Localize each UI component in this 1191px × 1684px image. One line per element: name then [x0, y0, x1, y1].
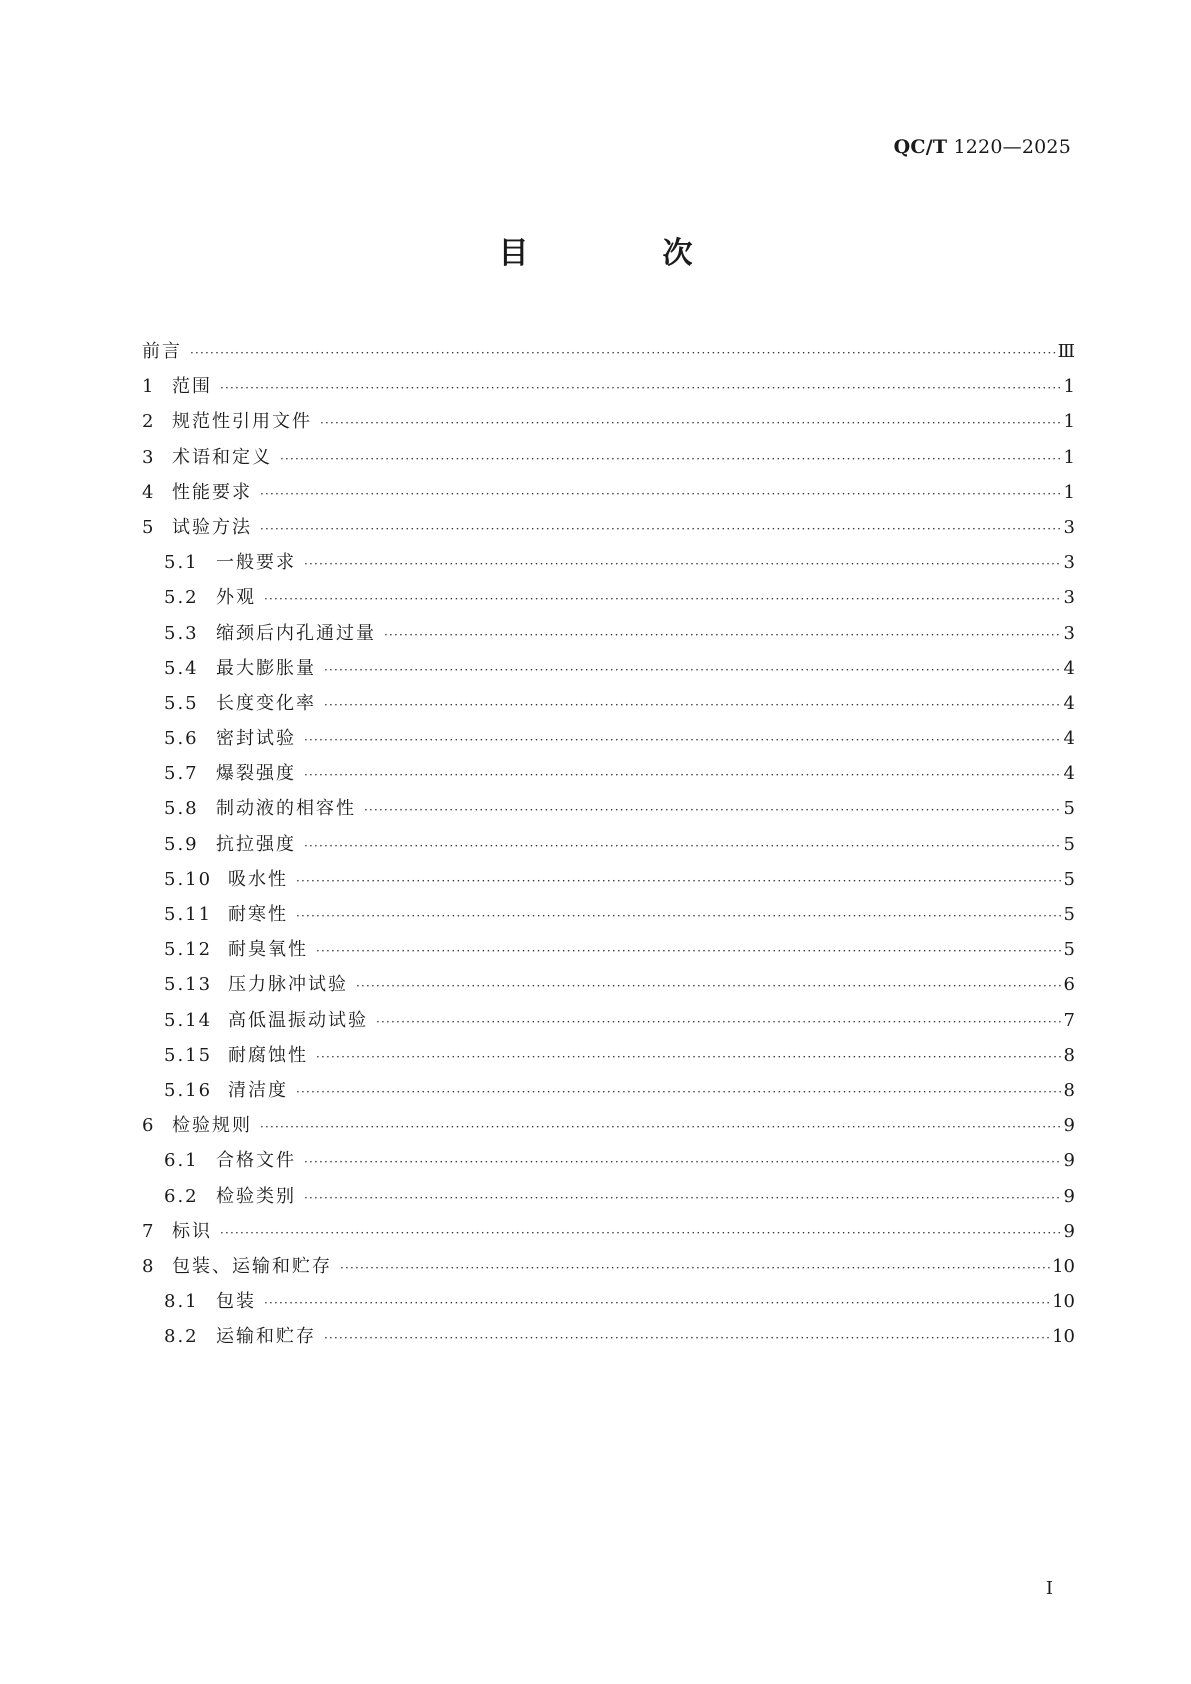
toc-leader-dots — [304, 1145, 1061, 1180]
toc-leader-dots — [260, 512, 1061, 547]
toc-leader-dots — [316, 934, 1061, 969]
toc-entry-number: 5.7 — [164, 763, 199, 785]
toc-entry-page: 3 — [1063, 516, 1075, 538]
toc-entry-label: 缩颈后内孔通过量 — [216, 622, 376, 644]
toc-leader-dots — [304, 758, 1061, 793]
toc-entry-number: 6 — [142, 1115, 156, 1137]
toc-entry-page: 7 — [1063, 1009, 1075, 1031]
toc-entry-number: 8 — [142, 1255, 156, 1277]
toc-entry-page: 9 — [1063, 1220, 1075, 1242]
toc-entry[interactable] — [142, 1179, 1075, 1214]
toc-entry-label: 外观 — [216, 587, 256, 609]
toc-entry-number: 7 — [142, 1220, 156, 1242]
toc-entry-number: 5.16 — [164, 1079, 213, 1101]
toc-entry[interactable] — [142, 967, 1075, 1002]
toc-entry-page: 5 — [1063, 868, 1075, 890]
toc-entry[interactable] — [142, 1073, 1075, 1108]
toc-entry-page: 6 — [1063, 974, 1075, 996]
toc-entry-label: 检验类别 — [216, 1185, 296, 1207]
toc-entry-label: 前言 — [142, 341, 182, 362]
toc-entry-page: 4 — [1063, 657, 1075, 679]
toc-leader-dots — [264, 1286, 1050, 1321]
toc-leader-dots — [384, 618, 1061, 653]
toc-leader-dots — [296, 1075, 1061, 1110]
toc-entry-number: 5.5 — [164, 692, 199, 714]
toc-entry-page: Ⅲ — [1057, 341, 1075, 362]
toc-leader-dots — [260, 477, 1061, 512]
toc-entry[interactable] — [142, 1249, 1075, 1284]
toc-entry-page: 3 — [1063, 622, 1075, 644]
toc-entry-label: 最大膨胀量 — [216, 657, 316, 679]
toc-entry[interactable] — [142, 580, 1075, 615]
toc-entry[interactable] — [142, 897, 1075, 932]
standard-number: 1220—2025 — [953, 136, 1071, 158]
toc-entry-label: 术语和定义 — [172, 446, 272, 468]
toc-entry[interactable] — [142, 686, 1075, 721]
toc-leader-dots — [190, 336, 1056, 371]
toc-entry[interactable] — [142, 440, 1075, 475]
toc-entry-label: 长度变化率 — [216, 692, 316, 714]
toc-entry-label: 耐腐蚀性 — [228, 1044, 308, 1066]
toc-entry[interactable] — [142, 1003, 1075, 1038]
toc-entry[interactable] — [142, 1143, 1075, 1178]
toc-leader-dots — [324, 1321, 1050, 1356]
toc-entry-page: 8 — [1063, 1044, 1075, 1066]
toc-leader-dots — [264, 582, 1061, 617]
toc-entry[interactable] — [142, 756, 1075, 791]
toc-entry-label: 检验规则 — [172, 1115, 252, 1137]
toc-entry-page: 4 — [1063, 728, 1075, 750]
toc-entry-label: 试验方法 — [172, 516, 252, 538]
toc-entry-page: 4 — [1063, 692, 1075, 714]
toc-entry-number: 6.2 — [164, 1185, 199, 1207]
toc-entry-number: 8.1 — [164, 1291, 199, 1313]
toc-entry-label: 耐臭氧性 — [228, 939, 308, 961]
toc-entry[interactable] — [142, 1038, 1075, 1073]
toc-entry-number: 5.14 — [164, 1009, 213, 1031]
toc-entry-page: 4 — [1063, 763, 1075, 785]
toc-entry-number: 5.10 — [164, 868, 213, 890]
toc-entry-label: 爆裂强度 — [216, 763, 296, 785]
toc-entry[interactable] — [142, 721, 1075, 756]
toc-entry-label: 抗拉强度 — [216, 833, 296, 855]
toc-entry[interactable] — [142, 334, 1075, 369]
toc-entry[interactable] — [142, 1214, 1075, 1249]
toc-entry[interactable] — [142, 1108, 1075, 1143]
toc-entry-number: 5.15 — [164, 1044, 213, 1066]
toc-leader-dots — [260, 1110, 1061, 1145]
toc-leader-dots — [324, 688, 1061, 723]
toc-entry-page: 5 — [1063, 939, 1075, 961]
toc-entry-number: 4 — [142, 481, 156, 503]
toc-entry-label: 高低温振动试验 — [228, 1009, 368, 1031]
toc-entry-page: 5 — [1063, 798, 1075, 820]
toc-entry-label: 包装 — [216, 1291, 256, 1313]
toc-entry-label: 制动液的相容性 — [216, 798, 356, 820]
toc-entry-page: 9 — [1063, 1185, 1075, 1207]
toc-entry[interactable] — [142, 475, 1075, 510]
table-of-contents — [142, 334, 1075, 1354]
toc-entry-label: 吸水性 — [228, 868, 288, 890]
toc-entry-number: 5.11 — [164, 904, 213, 925]
toc-entry-page: 10 — [1052, 1291, 1075, 1313]
toc-leader-dots — [324, 653, 1061, 688]
toc-entry-label: 范围 — [172, 376, 212, 398]
toc-entry-page: 9 — [1063, 1115, 1075, 1137]
toc-leader-dots — [316, 1040, 1061, 1075]
toc-entry-number: 5.3 — [164, 622, 199, 644]
toc-leader-dots — [320, 406, 1061, 441]
toc-leader-dots — [356, 969, 1061, 1004]
toc-entry[interactable] — [142, 651, 1075, 686]
toc-entry-page: 9 — [1063, 1150, 1075, 1172]
toc-entry[interactable] — [142, 791, 1075, 826]
toc-entry-label: 规范性引用文件 — [172, 411, 312, 433]
standard-code: QC/T — [893, 136, 948, 158]
toc-leader-dots — [304, 1181, 1061, 1216]
toc-entry-page: 5 — [1063, 833, 1075, 855]
toc-entry-number: 8.2 — [164, 1326, 199, 1348]
toc-entry-label: 压力脉冲试验 — [228, 974, 348, 996]
toc-entry[interactable] — [142, 545, 1075, 580]
toc-entry[interactable] — [142, 1319, 1075, 1354]
toc-entry-number: 2 — [142, 411, 156, 433]
toc-leader-dots — [220, 371, 1061, 406]
toc-entry-label: 运输和贮存 — [216, 1326, 316, 1348]
toc-entry[interactable] — [142, 510, 1075, 545]
toc-entry-number: 1 — [142, 376, 156, 398]
toc-entry-label: 密封试验 — [216, 728, 296, 750]
toc-entry-number: 5.13 — [164, 974, 213, 996]
toc-entry[interactable] — [142, 1284, 1075, 1319]
toc-entry-number: 5.1 — [164, 552, 199, 574]
toc-entry-label: 标识 — [172, 1220, 212, 1242]
toc-entry-number: 5.9 — [164, 833, 199, 855]
toc-entry-page: 8 — [1063, 1079, 1075, 1101]
toc-leader-dots — [220, 1216, 1061, 1251]
toc-leader-dots — [296, 899, 1061, 934]
toc-entry-label: 性能要求 — [172, 481, 252, 503]
toc-entry-page: 1 — [1063, 411, 1075, 433]
toc-entry[interactable] — [142, 616, 1075, 651]
toc-entry-label: 耐寒性 — [228, 904, 288, 925]
document-header — [894, 136, 1071, 158]
toc-entry-number: 5.12 — [164, 939, 213, 961]
toc-entry-number: 5.6 — [164, 728, 199, 750]
toc-leader-dots — [304, 547, 1061, 582]
toc-entry-page: 3 — [1063, 587, 1075, 609]
toc-entry-page: 1 — [1063, 376, 1075, 398]
toc-leader-dots — [304, 829, 1061, 864]
toc-entry-number: 5 — [142, 516, 156, 538]
toc-entry[interactable] — [142, 827, 1075, 862]
toc-entry[interactable] — [142, 862, 1075, 897]
toc-leader-dots — [304, 723, 1061, 758]
toc-entry[interactable] — [142, 369, 1075, 404]
toc-leader-dots — [364, 793, 1061, 828]
toc-entry[interactable] — [142, 404, 1075, 439]
toc-entry-label: 清洁度 — [228, 1079, 288, 1101]
toc-entry-number: 5.2 — [164, 587, 199, 609]
toc-entry-number: 5.4 — [164, 657, 199, 679]
toc-entry-label: 一般要求 — [216, 552, 296, 574]
toc-entry-page: 10 — [1052, 1255, 1075, 1277]
toc-entry[interactable] — [142, 932, 1075, 967]
toc-entry-number: 3 — [142, 446, 156, 468]
toc-entry-page: 5 — [1063, 904, 1075, 925]
toc-entry-label: 包装、运输和贮存 — [172, 1255, 332, 1277]
toc-leader-dots — [376, 1005, 1061, 1040]
page-number: I — [1045, 1578, 1053, 1599]
toc-leader-dots — [340, 1251, 1050, 1286]
toc-entry-page: 3 — [1063, 552, 1075, 574]
toc-leader-dots — [296, 864, 1061, 899]
toc-entry-page: 1 — [1063, 481, 1075, 503]
toc-entry-label: 合格文件 — [216, 1150, 296, 1172]
toc-leader-dots — [280, 442, 1061, 477]
page-title: 目 次 — [498, 236, 745, 271]
toc-entry-number: 5.8 — [164, 798, 199, 820]
toc-entry-page: 1 — [1063, 446, 1075, 468]
toc-entry-number: 6.1 — [164, 1150, 199, 1172]
toc-entry-page: 10 — [1052, 1326, 1075, 1348]
